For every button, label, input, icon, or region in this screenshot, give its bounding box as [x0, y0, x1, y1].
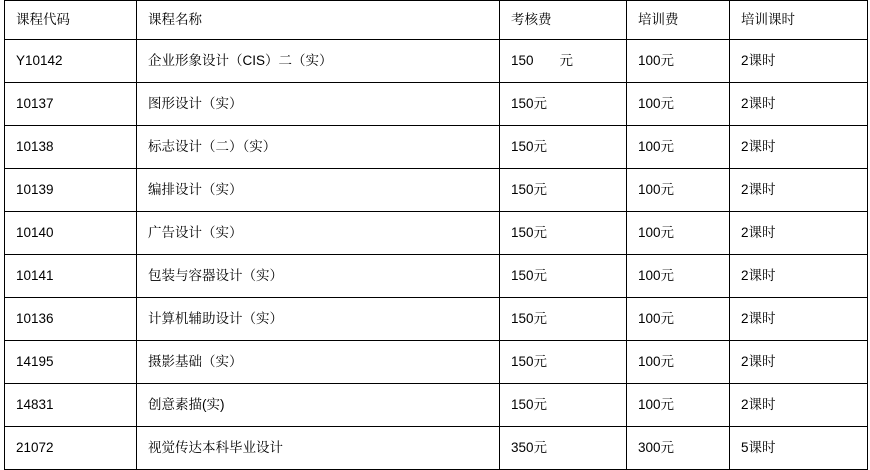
column-header-course-name: 课程名称	[137, 1, 500, 40]
cell-exam-fee: 150元	[500, 255, 627, 298]
cell-course-name: 计算机辅助设计（实）	[137, 298, 500, 341]
cell-exam-fee: 150元	[500, 169, 627, 212]
table-row	[5, 212, 868, 255]
table-header-row	[5, 1, 868, 40]
table-row	[5, 298, 868, 341]
cell-training-fee: 300元	[627, 427, 730, 470]
cell-course-code: 10136	[5, 298, 137, 341]
cell-course-name: 摄影基础（实）	[137, 341, 500, 384]
cell-training-fee: 100元	[627, 255, 730, 298]
cell-training-fee: 100元	[627, 341, 730, 384]
cell-course-name: 标志设计（二）（实）	[137, 126, 500, 169]
cell-exam-fee: 150元	[500, 341, 627, 384]
cell-course-name: 视觉传达本科毕业设计	[137, 427, 500, 470]
cell-course-code: 14831	[5, 384, 137, 427]
table-body	[5, 40, 868, 470]
cell-training-fee: 100元	[627, 298, 730, 341]
cell-training-fee: 100元	[627, 83, 730, 126]
table-row	[5, 427, 868, 470]
cell-training-hours: 2课时	[730, 255, 868, 298]
cell-course-code: 10138	[5, 126, 137, 169]
cell-training-hours: 2课时	[730, 169, 868, 212]
cell-course-name: 图形设计（实）	[137, 83, 500, 126]
cell-training-hours: 2课时	[730, 83, 868, 126]
table-header	[5, 1, 868, 40]
cell-training-hours: 2课时	[730, 384, 868, 427]
cell-training-hours: 2课时	[730, 298, 868, 341]
cell-training-fee: 100元	[627, 126, 730, 169]
column-header-training-fee: 培训费	[627, 1, 730, 40]
cell-exam-fee: 150元	[500, 212, 627, 255]
table-row	[5, 40, 868, 83]
cell-training-fee: 100元	[627, 169, 730, 212]
cell-exam-fee: 150元	[500, 83, 627, 126]
cell-exam-fee: 150元	[500, 298, 627, 341]
cell-course-code: 10141	[5, 255, 137, 298]
cell-course-code: 10137	[5, 83, 137, 126]
cell-training-fee: 100元	[627, 384, 730, 427]
table-row	[5, 169, 868, 212]
cell-training-fee: 100元	[627, 40, 730, 83]
cell-exam-fee: 150元	[500, 126, 627, 169]
cell-exam-fee: 150元	[500, 384, 627, 427]
cell-training-hours: 2课时	[730, 212, 868, 255]
cell-course-code: 10139	[5, 169, 137, 212]
column-header-exam-fee: 考核费	[500, 1, 627, 40]
cell-course-code: Y10142	[5, 40, 137, 83]
table-row	[5, 341, 868, 384]
cell-exam-fee-unit: 元	[559, 52, 574, 68]
cell-course-name: 企业形象设计（CIS）二（实）	[137, 40, 500, 83]
cell-exam-fee-value: 150	[511, 52, 534, 68]
cell-course-name: 创意素描(实)	[137, 384, 500, 427]
cell-training-hours: 2课时	[730, 341, 868, 384]
course-fee-table	[4, 0, 868, 470]
table-row	[5, 126, 868, 169]
cell-exam-fee	[500, 40, 627, 83]
cell-course-name: 编排设计（实）	[137, 169, 500, 212]
cell-exam-fee: 350元	[500, 427, 627, 470]
table-row	[5, 255, 868, 298]
cell-training-hours: 2课时	[730, 126, 868, 169]
cell-course-name: 广告设计（实）	[137, 212, 500, 255]
column-header-training-hours: 培训课时	[730, 1, 868, 40]
cell-course-code: 14195	[5, 341, 137, 384]
cell-course-code: 10140	[5, 212, 137, 255]
table-row	[5, 384, 868, 427]
cell-training-hours: 5课时	[730, 427, 868, 470]
cell-training-hours: 2课时	[730, 40, 868, 83]
column-header-course-code: 课程代码	[5, 1, 137, 40]
table-row	[5, 83, 868, 126]
cell-course-code: 21072	[5, 427, 137, 470]
cell-training-fee: 100元	[627, 212, 730, 255]
cell-course-name: 包装与容器设计（实）	[137, 255, 500, 298]
